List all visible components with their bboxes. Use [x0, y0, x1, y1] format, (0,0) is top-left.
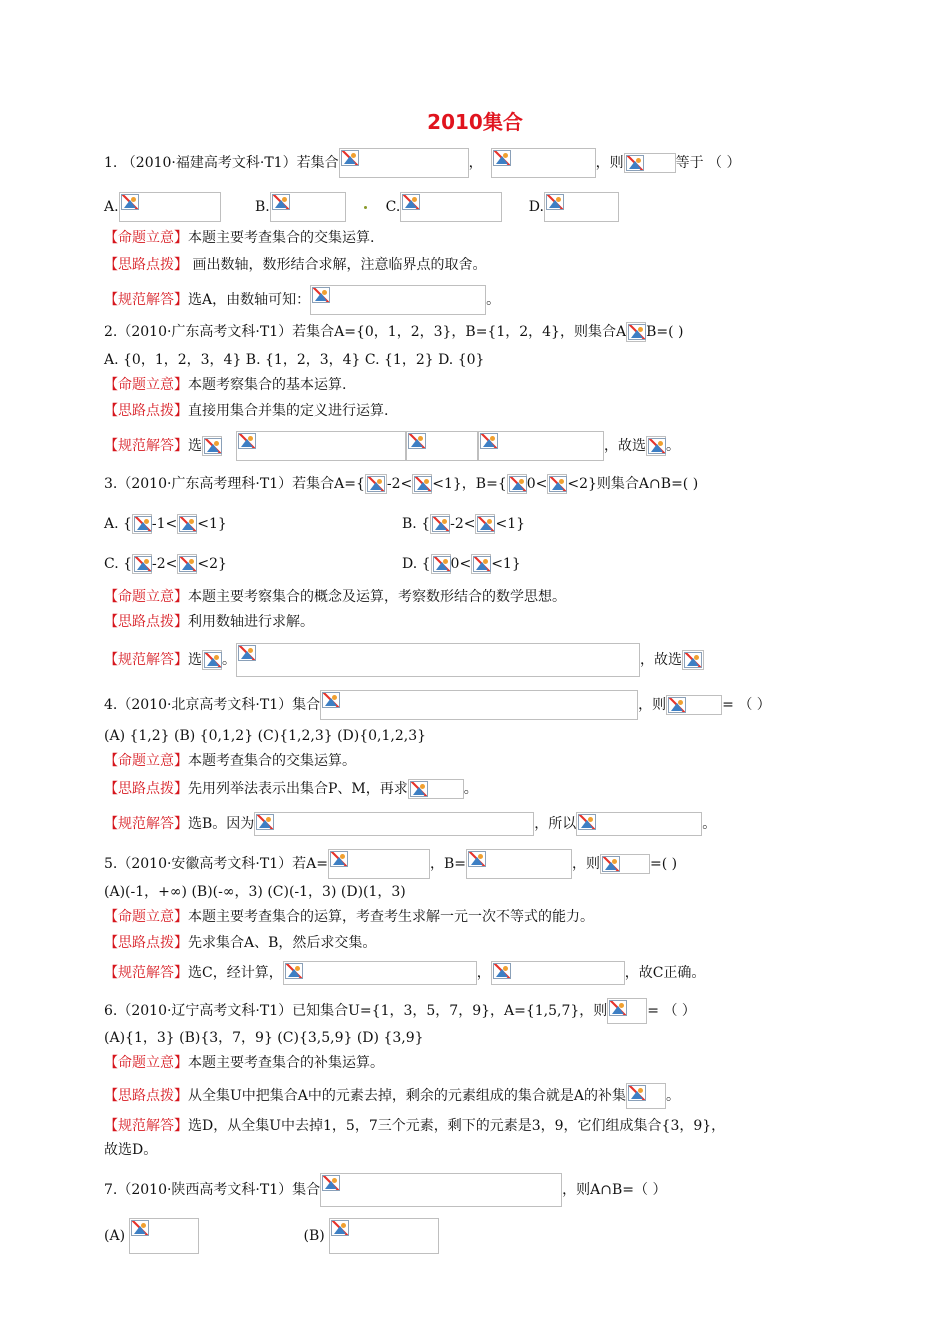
option-c-label: C.	[385, 199, 401, 215]
answer-end: 。	[666, 438, 680, 454]
formula-image	[466, 849, 572, 879]
q3-option-d	[402, 554, 521, 574]
q3-text-4: <2}则集合A∩B=( )	[567, 476, 699, 492]
intent-text: 本题主要考查集合的补集运算。	[188, 1055, 384, 1071]
answer-label: 【规范解答】	[104, 292, 188, 308]
formula-image	[478, 431, 604, 461]
hint-text: 利用数轴进行求解。	[188, 614, 314, 630]
broken-image-icon	[312, 287, 330, 303]
intent-label: 【命题立意】	[104, 909, 188, 925]
hint-text: 先求集合A、B，然后求交集。	[188, 935, 377, 951]
option-d-label: D.	[528, 199, 544, 215]
hint-end: 。	[666, 1088, 681, 1104]
q5-hint	[104, 933, 376, 953]
hint-text: 画出数轴，数形结合求解，注意临界点的取舍。	[188, 257, 487, 273]
broken-image-icon	[179, 556, 197, 572]
q3-answer	[104, 643, 704, 677]
q2-options: A. {0，1，2，3，4} B. {1，2，3，4} C. {1，2} D. {0}	[104, 352, 485, 368]
formula-image	[177, 514, 197, 534]
formula-image	[406, 431, 478, 461]
q7-stem	[104, 1173, 666, 1207]
broken-image-icon	[204, 438, 222, 454]
page-title: 2010集合	[427, 110, 523, 134]
formula-image	[491, 961, 625, 985]
q4-stem-text: 4.（2010·北京高考文科·T1）集合	[104, 697, 321, 713]
option-b-label: (B)	[303, 1228, 325, 1244]
option-a-end: <1}	[197, 516, 227, 532]
formula-image	[320, 690, 638, 720]
formula-image	[576, 812, 702, 836]
hint-label: 【思路点拨】	[104, 257, 188, 273]
broken-image-icon	[204, 652, 222, 668]
broken-image-icon	[414, 476, 432, 492]
q5-options: (A)(-1，+∞) (B)(-∞，3) (C)(-1，3) (D)(1，3)	[104, 884, 406, 900]
q6-stem-text: 6.（2010·辽宁高考文科·T1）已知集合U={1，3，5，7，9}，A={1,5,7}，则	[104, 1003, 608, 1019]
hint-text: 直接用集合并集的定义进行运算.	[188, 403, 389, 419]
broken-image-icon	[134, 556, 152, 572]
hint-label: 【思路点拨】	[104, 1088, 188, 1104]
formula-image	[132, 554, 152, 574]
broken-image-icon	[272, 194, 290, 210]
q2-intent	[104, 375, 346, 395]
intent-label: 【命题立意】	[104, 1055, 188, 1071]
formula-image	[283, 961, 477, 985]
formula-image	[430, 514, 450, 534]
q1-answer	[104, 285, 500, 315]
formula-image	[254, 812, 534, 836]
answer-text: 选	[188, 652, 202, 668]
q4-tail: = （ ）	[722, 697, 771, 713]
formula-image	[236, 431, 406, 461]
answer-end: ，故C正确。	[624, 965, 706, 981]
formula-image	[119, 192, 221, 222]
q2-stem-end: B=( )	[646, 324, 684, 340]
broken-image-icon	[628, 1085, 646, 1101]
formula-image	[600, 854, 650, 874]
q1-tail: 等于 （ ）	[675, 155, 741, 171]
broken-image-icon	[121, 194, 139, 210]
broken-image-icon	[238, 645, 256, 661]
answer-text: 选	[188, 438, 202, 454]
q5-answer	[104, 961, 705, 985]
answer-mid: ，故选	[640, 652, 682, 668]
option-a-pre: A. {	[104, 516, 132, 532]
formula-image	[202, 650, 222, 670]
q6-answer	[104, 1116, 725, 1136]
intent-text: 本题主要考查集合的交集运算.	[188, 230, 375, 246]
broken-image-icon	[402, 194, 420, 210]
q3-option-c	[104, 554, 227, 574]
formula-image	[626, 1083, 666, 1109]
broken-image-icon	[179, 516, 197, 532]
q4-then: ，则	[638, 697, 667, 713]
q3-text-3: 0<	[526, 476, 548, 492]
q3-stem	[104, 474, 698, 494]
q6-answer-line2: 故选D。	[104, 1142, 158, 1158]
option-d-end: <1}	[491, 556, 521, 572]
broken-image-icon	[684, 652, 702, 668]
q1-sep: ，	[468, 155, 483, 171]
broken-image-icon	[341, 150, 359, 166]
broken-image-icon	[628, 324, 646, 340]
broken-image-icon	[367, 476, 385, 492]
formula-image	[270, 192, 346, 222]
q3-stem-text: 3.（2010·广东高考理科·T1）若集合A={	[104, 476, 365, 492]
option-d-pre: D. {	[402, 556, 431, 572]
q7-tail: ，则A∩B=（ ）	[562, 1182, 667, 1198]
answer-label: 【规范解答】	[104, 816, 188, 832]
answer-mid: ，所以	[534, 816, 577, 832]
formula-image	[202, 436, 222, 456]
answer-label: 【规范解答】	[104, 1118, 188, 1134]
formula-image	[544, 192, 619, 222]
q6-options: (A){1，3} (B){3，7，9} (C){3,5,9} (D) {3,9}	[104, 1030, 424, 1046]
stray-dot	[364, 206, 367, 209]
option-b-end: <1}	[495, 516, 526, 532]
option-b-label: B.	[255, 199, 270, 215]
q1-stem-text: 1. （2010·福建高考文科·T1）若集合	[104, 155, 339, 171]
broken-image-icon	[432, 516, 450, 532]
hint-text: 先用列举法表示出集合P、M，再求	[188, 781, 408, 797]
broken-image-icon	[609, 1000, 627, 1016]
hint-label: 【思路点拨】	[104, 614, 188, 630]
option-a-mid: -1<	[151, 516, 178, 532]
q5-stem	[104, 849, 677, 879]
formula-image	[431, 554, 451, 574]
hint-label: 【思路点拨】	[104, 935, 188, 951]
intent-text: 本题主要考查集合的运算，考查考生求解一元一次不等式的能力。	[188, 909, 594, 925]
broken-image-icon	[468, 851, 486, 867]
q3-text-1: -2<	[386, 476, 413, 492]
broken-image-icon	[602, 856, 620, 872]
intent-text: 本题考查集合的交集运算。	[188, 753, 356, 769]
q1-then: ，则	[595, 155, 624, 171]
formula-image	[624, 153, 676, 173]
q2-stem-text: 2.（2010·广东高考文科·T1）若集合A={0，1，2，3}，B={1，2，4}，则集合A	[104, 324, 627, 340]
broken-image-icon	[330, 851, 348, 867]
q2-answer	[104, 431, 680, 461]
broken-image-icon	[493, 150, 511, 166]
q6-tail: = （ ）	[647, 1003, 696, 1019]
broken-image-icon	[285, 963, 303, 979]
formula-image	[310, 285, 486, 315]
q7-stem-text: 7.（2010·陕西高考文科·T1）集合	[104, 1182, 321, 1198]
intent-label: 【命题立意】	[104, 377, 188, 393]
option-a-label: A.	[104, 199, 119, 215]
option-c-pre: C. {	[104, 556, 133, 572]
answer-text: 选D，从全集U中去掉1，5，7三个元素，剩下的元素是3，9，它们组成集合{3，9}，	[188, 1118, 726, 1134]
option-d-mid: 0<	[450, 556, 472, 572]
broken-image-icon	[648, 438, 666, 454]
broken-image-icon	[256, 814, 274, 830]
formula-image	[236, 643, 640, 677]
broken-image-icon	[626, 155, 644, 171]
broken-image-icon	[480, 433, 498, 449]
broken-image-icon	[322, 1175, 340, 1191]
formula-image	[412, 474, 432, 494]
q2-stem	[104, 322, 684, 342]
formula-image	[320, 1173, 562, 1207]
formula-image	[177, 554, 197, 574]
q4-answer	[104, 812, 716, 836]
q5-stem-text: 5.（2010·安徽高考文科·T1）若A=	[104, 856, 328, 872]
intent-label: 【命题立意】	[104, 589, 188, 605]
q5-b: ，B=	[429, 856, 467, 872]
formula-image	[329, 1218, 439, 1254]
hint-text: 从全集U中把集合A中的元素去掉，剩余的元素组成的集合就是A的补集	[188, 1088, 627, 1104]
formula-image	[491, 148, 596, 178]
answer-mid: ，	[476, 965, 491, 981]
q5-intent	[104, 907, 594, 927]
broken-image-icon	[668, 697, 686, 713]
answer-mid: ，故选	[604, 438, 646, 454]
formula-image	[475, 514, 495, 534]
answer-label: 【规范解答】	[104, 965, 188, 981]
hint-label: 【思路点拨】	[104, 403, 188, 419]
q1-intent	[104, 228, 374, 248]
option-b-pre: B. {	[402, 516, 431, 532]
q4-hint	[104, 779, 478, 799]
q1-hint	[104, 255, 486, 275]
q6-intent	[104, 1053, 384, 1073]
option-b-mid: -2<	[450, 516, 476, 532]
formula-image	[408, 779, 464, 799]
formula-image	[365, 474, 387, 494]
formula-image	[328, 849, 430, 879]
option-a-label: (A)	[104, 1228, 126, 1244]
broken-image-icon	[433, 556, 451, 572]
formula-image	[471, 554, 491, 574]
q7-options	[104, 1218, 439, 1254]
broken-image-icon	[473, 556, 491, 572]
broken-image-icon	[549, 476, 567, 492]
answer-text: 选A，由数轴可知：	[188, 292, 311, 308]
answer-text: 选B。因为	[188, 816, 255, 832]
answer-text: 选C，经计算，	[188, 965, 283, 981]
hint-label: 【思路点拨】	[104, 781, 188, 797]
q3-option-a	[104, 514, 227, 534]
broken-image-icon	[509, 476, 527, 492]
broken-image-icon	[546, 194, 564, 210]
formula-image	[666, 695, 722, 715]
q3-option-b	[402, 514, 525, 534]
broken-image-icon	[493, 963, 511, 979]
q4-options: (A) {1,2} (B) {0,1,2} (C){1,2,3} (D){0,1,2,3}	[104, 728, 427, 744]
broken-image-icon	[477, 516, 495, 532]
answer-dot: 。	[222, 652, 236, 668]
intent-label: 【命题立意】	[104, 230, 188, 246]
q3-text-2: <1}，B={	[432, 476, 507, 492]
q4-intent	[104, 751, 356, 771]
option-c-mid: -2<	[152, 556, 178, 572]
q3-intent	[104, 587, 566, 607]
answer-label: 【规范解答】	[104, 438, 188, 454]
q1-stem	[104, 148, 741, 178]
formula-image	[129, 1218, 199, 1254]
formula-image	[507, 474, 527, 494]
answer-end: 。	[702, 816, 717, 832]
broken-image-icon	[331, 1220, 349, 1236]
broken-image-icon	[134, 516, 152, 532]
intent-text: 本题主要考察集合的概念及运算，考察数形结合的数学思想。	[188, 589, 566, 605]
broken-image-icon	[238, 433, 256, 449]
q6-hint	[104, 1083, 680, 1109]
formula-image	[339, 148, 469, 178]
q4-stem	[104, 690, 771, 720]
formula-image	[607, 998, 647, 1024]
answer-label: 【规范解答】	[104, 652, 188, 668]
formula-image	[400, 192, 502, 222]
intent-label: 【命题立意】	[104, 753, 188, 769]
broken-image-icon	[131, 1220, 149, 1236]
option-c-end: <2}	[197, 556, 227, 572]
hint-end: 。	[463, 781, 478, 797]
broken-image-icon	[410, 781, 428, 797]
answer-end: 。	[486, 292, 501, 308]
broken-image-icon	[408, 433, 426, 449]
formula-image	[682, 650, 704, 670]
q3-hint	[104, 612, 314, 632]
formula-image	[646, 436, 666, 456]
q6-stem	[104, 998, 696, 1024]
formula-image	[132, 514, 152, 534]
q5-then: ，则	[572, 856, 601, 872]
q5-tail: =( )	[650, 856, 678, 872]
formula-image	[626, 322, 646, 342]
broken-image-icon	[322, 692, 340, 708]
intent-text: 本题考察集合的基本运算.	[188, 377, 347, 393]
broken-image-icon	[578, 814, 596, 830]
formula-image	[547, 474, 567, 494]
q1-options	[104, 192, 619, 222]
q2-hint	[104, 401, 388, 421]
